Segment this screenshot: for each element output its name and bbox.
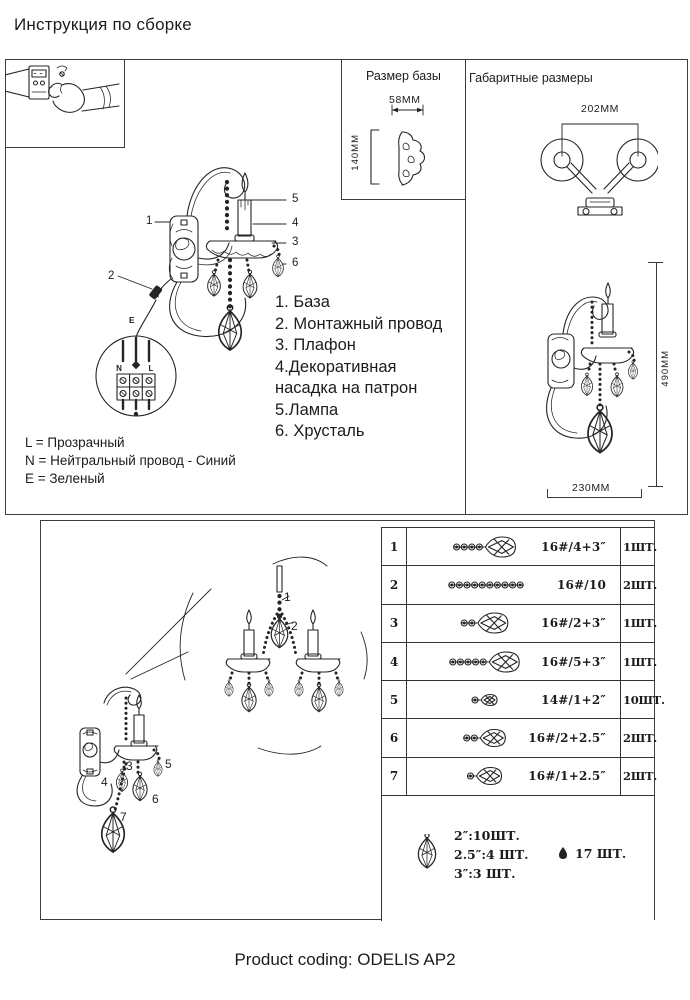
crystal-spec: 16#/4+3″ xyxy=(541,539,606,554)
legend-line: L = Прозрачный xyxy=(25,435,125,450)
summary-2-5in: 2.5″:4 ШТ. xyxy=(454,847,529,863)
height-dim-tick-top xyxy=(648,262,663,263)
bottom-dim-line xyxy=(547,497,642,498)
legend-line: E = Зеленый xyxy=(25,471,105,486)
page-title: Инструкция по сборке xyxy=(14,15,192,34)
row-number: 7 xyxy=(382,758,407,795)
side-view-drawing xyxy=(528,256,646,468)
parts-list-item: 6. Хрусталь xyxy=(275,422,365,440)
row-number: 3 xyxy=(382,605,407,642)
callout-1: 1 xyxy=(146,215,153,227)
parts-list-item: 2. Монтажный провод xyxy=(275,314,443,333)
table-row xyxy=(382,566,657,604)
row-quantity: 2ШТ. xyxy=(620,566,654,603)
row-quantity: 1ШТ. xyxy=(620,605,654,642)
callout-sconce-3: 3 xyxy=(126,759,133,773)
bottom-dim-tick-left xyxy=(547,489,548,498)
product-coding: Product coding: ODELIS AP2 xyxy=(234,950,456,969)
crystal-spec: 16#/2+3″ xyxy=(541,616,606,631)
crystal-strand-icon xyxy=(411,688,561,712)
table-row xyxy=(382,643,657,681)
callout-sconce-6: 6 xyxy=(152,792,159,806)
callout-4: 4 xyxy=(292,217,299,229)
crystal-strand-icon xyxy=(411,573,561,597)
row-number: 1 xyxy=(382,528,407,565)
parts-list-item: 3. Плафон xyxy=(275,336,356,354)
table-row xyxy=(382,719,657,757)
row-number: 2 xyxy=(382,566,407,603)
height-dim-tick-bottom xyxy=(648,486,663,487)
crystal-strand-icon xyxy=(411,650,561,674)
callout-sconce-5: 5 xyxy=(165,757,172,771)
parts-list xyxy=(275,292,442,443)
row-quantity: 2ШТ. xyxy=(620,758,654,795)
table-row xyxy=(382,758,657,796)
callout-2: 2 xyxy=(108,270,115,282)
legend-line: N = Нейтральный провод - Синий xyxy=(25,453,236,468)
callout-zoom-2: 2 xyxy=(291,619,298,633)
callout-sconce-7: 7 xyxy=(120,810,127,824)
crystal-spec: 14#/1+2″ xyxy=(541,692,606,707)
row-quantity: 1ШТ. xyxy=(620,643,654,680)
parts-list-item: 1. База xyxy=(275,293,330,311)
base-size-title: Размер базы xyxy=(366,69,441,83)
base-width-label: 58MM xyxy=(389,94,421,106)
table-row xyxy=(382,605,657,643)
summary-3in: 3″:3 ШТ. xyxy=(454,866,516,882)
callout-6: 6 xyxy=(292,257,299,269)
table-row xyxy=(382,528,657,566)
height-dim-line xyxy=(656,263,657,487)
crystal-totals-summary xyxy=(382,796,654,921)
summary-bead-count: 17 ШТ. xyxy=(575,846,627,862)
wiring-diagram xyxy=(93,328,179,420)
crystal-spec: 16#/1+2.5″ xyxy=(528,769,606,784)
parts-list-item: 5.Лампа xyxy=(275,400,339,419)
crystal-spec: 16#/2+2.5″ xyxy=(528,731,606,746)
crystal-spec: 16#/10 xyxy=(556,577,606,592)
parts-list-item: насадка на патрон xyxy=(275,379,418,397)
crystal-parts-table xyxy=(381,527,665,921)
terminal-earth-label: E xyxy=(129,315,135,325)
mounting-hand-box xyxy=(5,59,125,148)
callout-sconce-4: 4 xyxy=(101,775,108,789)
callout-3: 3 xyxy=(292,236,299,248)
wire-color-legend xyxy=(25,434,236,488)
overall-top-width-label: 202MM xyxy=(581,103,620,115)
hand-mounting-icon xyxy=(5,59,123,146)
terminal-n-label: N xyxy=(116,364,122,373)
summary-2in: 2″:10ШТ. xyxy=(454,828,520,844)
terminal-l-label: L xyxy=(148,364,154,373)
row-number: 4 xyxy=(382,643,407,680)
crystal-placement-drawing xyxy=(42,522,380,918)
callout-5: 5 xyxy=(292,193,299,205)
bead-icon xyxy=(558,846,568,860)
overall-height-label: 490MM xyxy=(660,350,671,387)
row-quantity: 1ШТ. xyxy=(620,528,654,565)
row-quantity: 10ШТ. xyxy=(620,681,654,718)
crystal-strand-icon xyxy=(411,535,561,559)
base-profile-drawing xyxy=(345,86,460,196)
parts-list-item: 4.Декоративная xyxy=(275,357,397,376)
overall-bottom-width-label: 230MM xyxy=(572,482,611,494)
bottom-dim-tick-right xyxy=(641,489,642,498)
row-quantity: 2ШТ. xyxy=(620,719,654,756)
row-number: 5 xyxy=(382,681,407,718)
top-view-drawing xyxy=(528,118,658,221)
crystal-spec: 16#/5+3″ xyxy=(541,654,606,669)
row-number: 6 xyxy=(382,719,407,756)
crystal-strand-icon xyxy=(411,611,561,635)
callout-zoom-1: 1 xyxy=(284,590,291,604)
table-row xyxy=(382,681,665,719)
pendant-icon xyxy=(415,834,439,874)
overall-dimensions-title: Габаритные размеры xyxy=(469,71,593,85)
base-height-label: 140MM xyxy=(350,134,361,171)
